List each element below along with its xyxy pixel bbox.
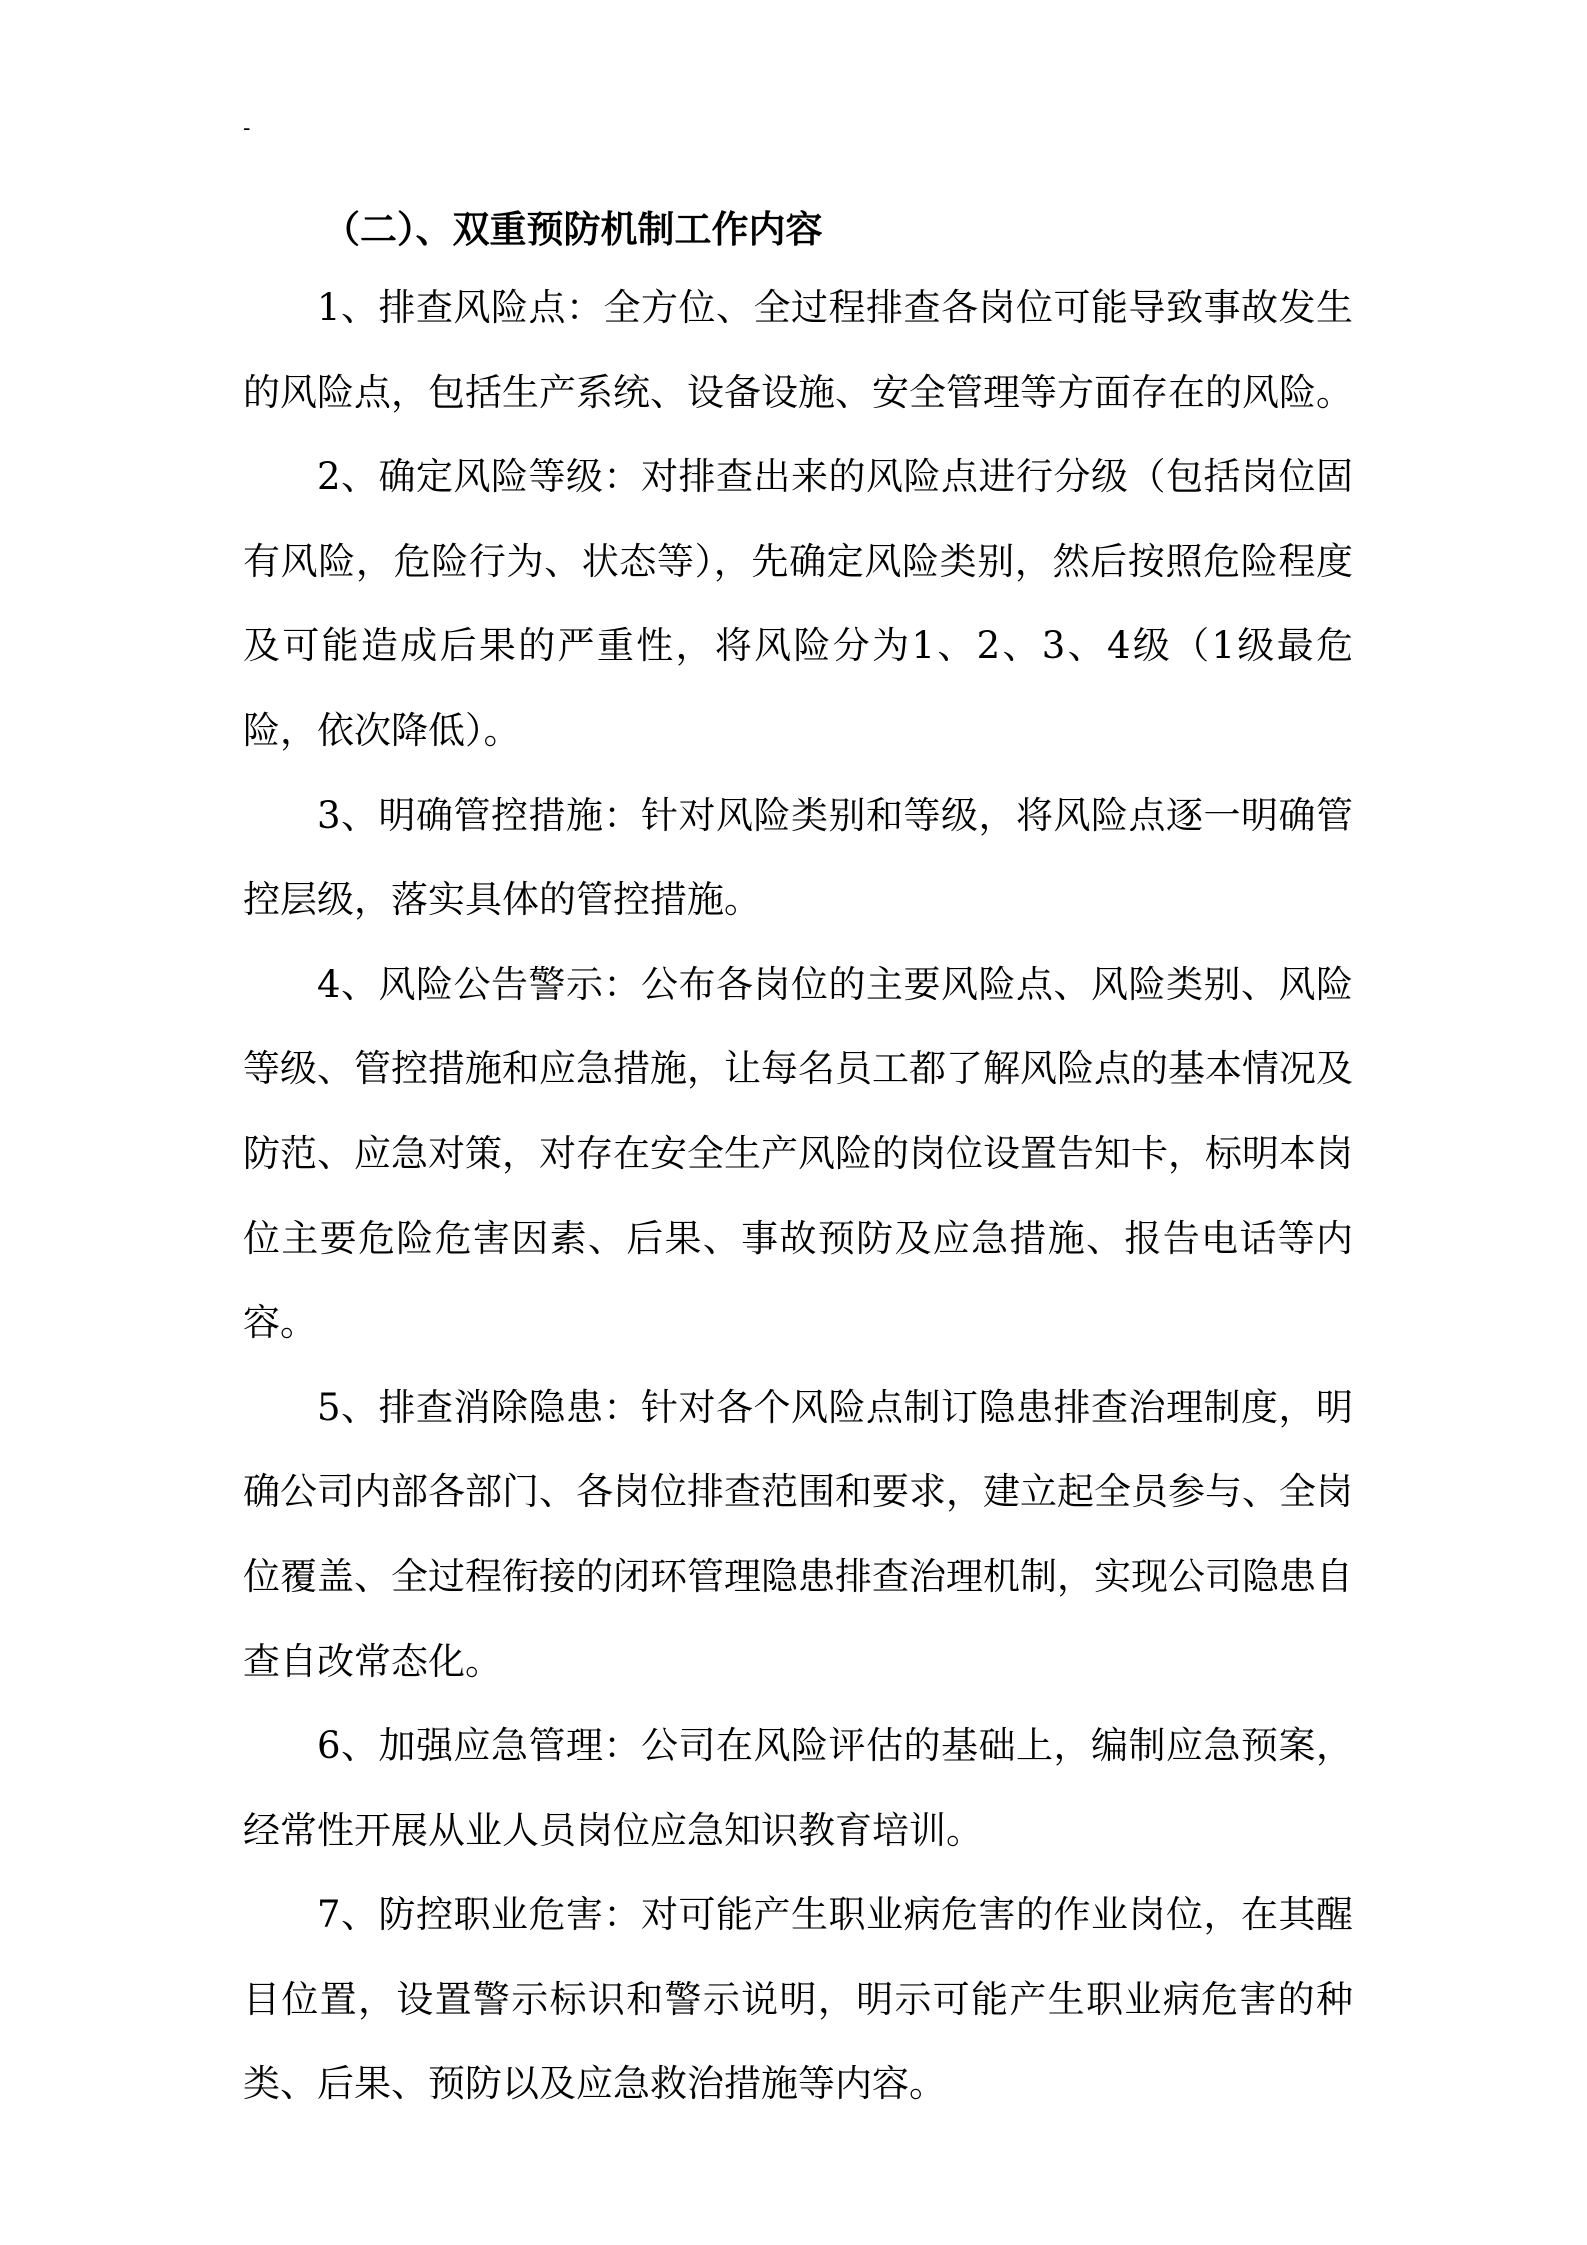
paragraph-3: 3、明确管控措施：针对风险类别和等级，将风险点逐一明确管控层级，落实具体的管控措施。 xyxy=(243,793,1353,922)
paragraph-4: 4、风险公告警示：公布各岗位的主要风险点、风险类别、风险等级、管控措施和应急措施，让每名员工都了解风险点的基本情况及防范、应急对策，对存在安全生产风险的岗位设置告知卡，标明本岗位主要危险危害因素、后果、事故预防及应急措施、报告电话等内容。 xyxy=(243,962,1353,1345)
paragraph-5: 5、排查消除隐患：针对各个风险点制订隐患排查治理制度，明确公司内部各部门、各岗位排查范围和要求，建立起全员参与、全岗位覆盖、全过程衔接的闭环管理隐患排查治理机制，实现公司隐患自查自改常态化。 xyxy=(243,1385,1353,1683)
paragraph-6: 6、加强应急管理：公司在风险评估的基础上，编制应急预案，经常性开展从业人员岗位应急知识教育培训。 xyxy=(243,1724,1353,1852)
paragraph-2: 2、确定风险等级：对排查出来的风险点进行分级（包括岗位固有风险，危险行为、状态等），先确定风险类别，然后按照危险程度及可能造成后果的严重性，将风险分为1、2、3、4级（1级最危险，依次降低）。 xyxy=(243,455,1353,752)
paragraph-1: 1、排查风险点：全方位、全过程排查各岗位可能导致事故发生的风险点，包括生产系统、设备设施、安全管理等方面存在的风险。 xyxy=(243,286,1353,414)
header-mark: - xyxy=(243,116,251,141)
paragraph-7: 7、防控职业危害：对可能产生职业病危害的作业岗位，在其醒目位置，设置警示标识和警示说明，明示可能产生职业病危害的种类、后果、预防以及应急救治措施等内容。 xyxy=(243,1893,1353,2106)
section-heading: （二）、双重预防机制工作内容 xyxy=(323,207,823,251)
document-body xyxy=(243,196,1353,2127)
